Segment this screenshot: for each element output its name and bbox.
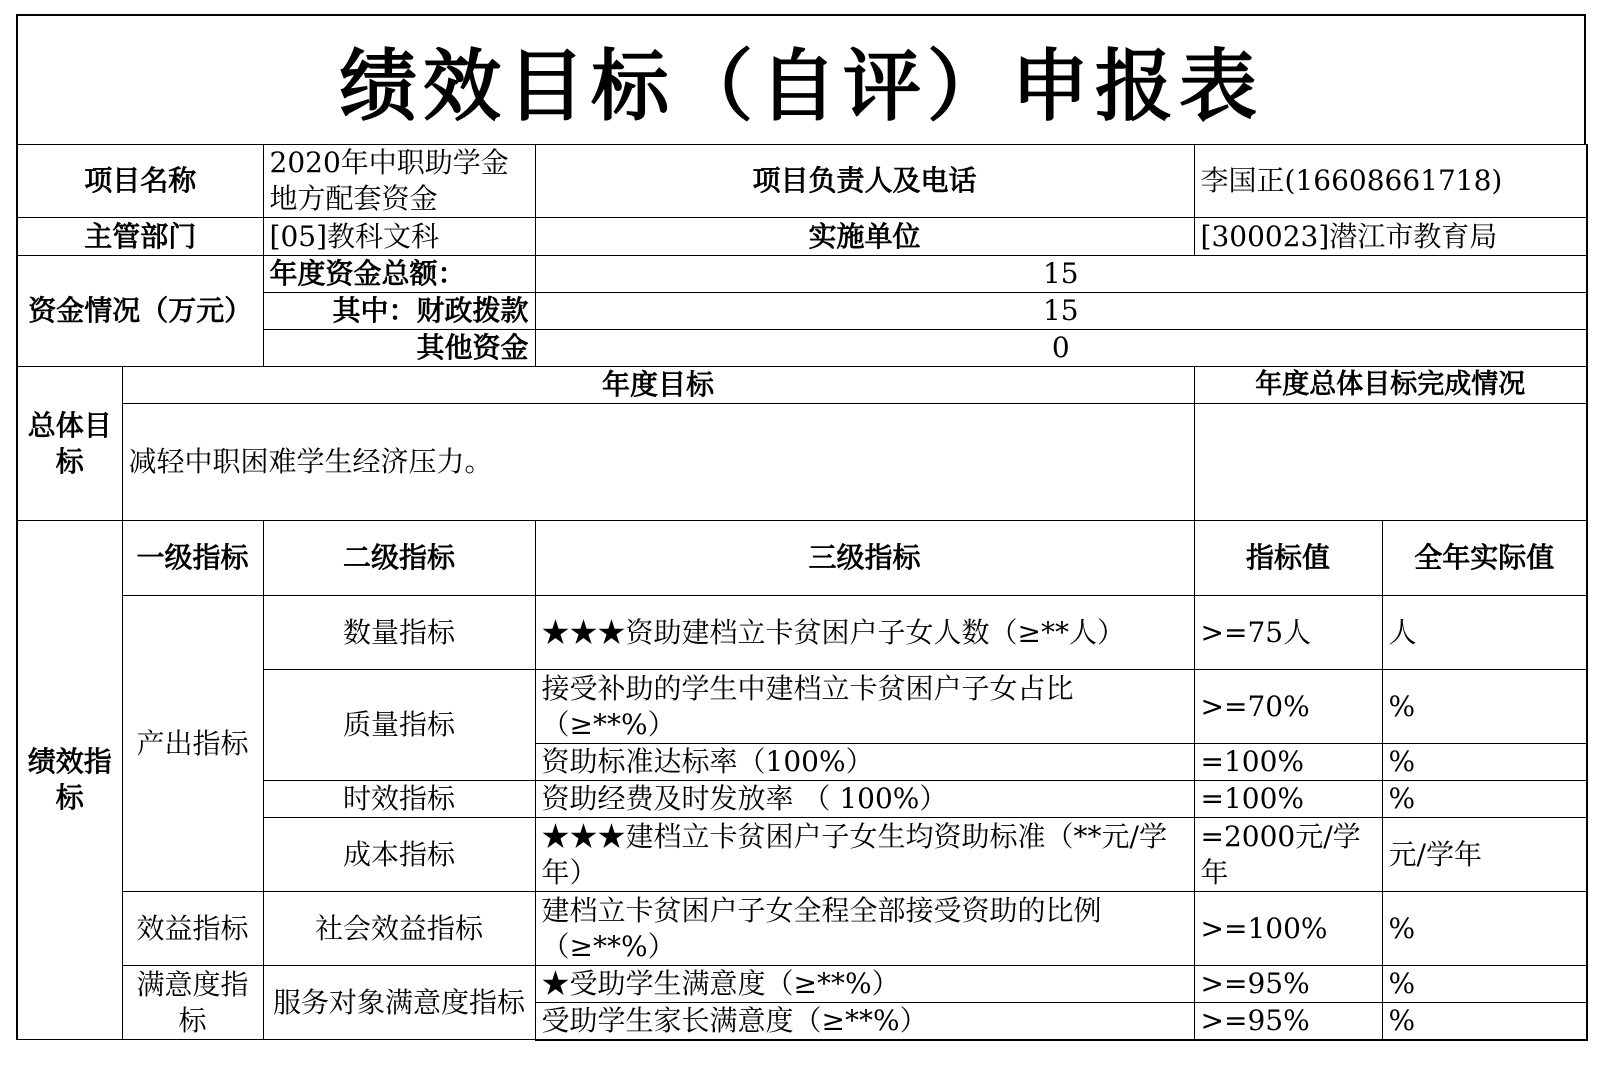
actual-cell: % xyxy=(1382,670,1587,744)
header-actual: 全年实际值 xyxy=(1382,521,1587,596)
row-project-name xyxy=(17,145,1587,218)
target-cell: >=70% xyxy=(1194,670,1382,744)
unit-value: [300023]潜江市教育局 xyxy=(1194,218,1587,256)
level3-cell: 资助经费及时发放率 （ 100%） xyxy=(535,781,1194,818)
form-title: 绩效目标（自评）申报表 xyxy=(16,14,1586,144)
actual-cell: % xyxy=(1382,892,1587,966)
level1-cell: 满意度指标 xyxy=(122,966,263,1040)
level1-cell: 产出指标 xyxy=(122,596,263,892)
row-overall-content xyxy=(17,404,1587,521)
target-cell: =2000元/学年 xyxy=(1194,818,1382,892)
row-indicators-header xyxy=(17,521,1587,596)
level3-cell: 接受补助的学生中建档立卡贫困户子女占比（≥**%） xyxy=(535,670,1194,744)
row-funds-total xyxy=(17,256,1587,293)
level3-cell: 建档立卡贫困户子女全程全部接受资助的比例（≥**%） xyxy=(535,892,1194,966)
level2-cell: 时效指标 xyxy=(263,781,535,818)
level2-cell: 数量指标 xyxy=(263,596,535,670)
project-leader-value: 李国正(16608661718) xyxy=(1194,145,1587,218)
annual-goal-header: 年度目标 xyxy=(122,367,1194,404)
level2-cell: 社会效益指标 xyxy=(263,892,535,966)
level3-cell: 受助学生家长满意度（≥**%） xyxy=(535,1003,1194,1040)
dept-label: 主管部门 xyxy=(17,218,263,256)
target-cell: >=95% xyxy=(1194,1003,1382,1040)
row-overall-header xyxy=(17,367,1587,404)
completion-header: 年度总体目标完成情况 xyxy=(1194,367,1587,404)
performance-form-sheet xyxy=(16,14,1586,1068)
level3-cell: ★★★资助建档立卡贫困户子女人数（≥**人） xyxy=(535,596,1194,670)
table-row xyxy=(17,966,1587,1003)
actual-cell: 人 xyxy=(1382,596,1587,670)
overall-goal-label: 总体目标 xyxy=(17,367,122,521)
actual-cell: 元/学年 xyxy=(1382,818,1587,892)
funds-total-value: 15 xyxy=(535,256,1587,293)
funds-fiscal-label: 其中：财政拨款 xyxy=(263,293,535,330)
target-cell: =100% xyxy=(1194,744,1382,781)
level1-cell: 效益指标 xyxy=(122,892,263,966)
level2-cell: 质量指标 xyxy=(263,670,535,781)
target-cell: =100% xyxy=(1194,781,1382,818)
funds-fiscal-value: 15 xyxy=(535,293,1587,330)
actual-cell: % xyxy=(1382,744,1587,781)
target-cell: >=100% xyxy=(1194,892,1382,966)
unit-label: 实施单位 xyxy=(535,218,1194,256)
level2-cell: 成本指标 xyxy=(263,818,535,892)
header-level3: 三级指标 xyxy=(535,521,1194,596)
performance-form-table xyxy=(16,144,1588,1041)
funds-total-label: 年度资金总额： xyxy=(263,256,535,293)
header-target: 指标值 xyxy=(1194,521,1382,596)
project-name-label: 项目名称 xyxy=(17,145,263,218)
funds-label: 资金情况（万元） xyxy=(17,256,263,367)
actual-cell: % xyxy=(1382,781,1587,818)
row-department xyxy=(17,218,1587,256)
project-leader-label: 项目负责人及电话 xyxy=(535,145,1194,218)
funds-other-value: 0 xyxy=(535,330,1587,367)
completion-text xyxy=(1194,404,1587,521)
level3-cell: ★★★建档立卡贫困户子女生均资助标准（**元/学年） xyxy=(535,818,1194,892)
level2-cell: 服务对象满意度指标 xyxy=(263,966,535,1040)
target-cell: >=75人 xyxy=(1194,596,1382,670)
table-row xyxy=(17,596,1587,670)
table-row xyxy=(17,892,1587,966)
project-name-value: 2020年中职助学金地方配套资金 xyxy=(263,145,535,218)
dept-value: [05]教科文科 xyxy=(263,218,535,256)
level3-cell: 资助标准达标率（100%） xyxy=(535,744,1194,781)
target-cell: >=95% xyxy=(1194,966,1382,1003)
actual-cell: % xyxy=(1382,1003,1587,1040)
header-level2: 二级指标 xyxy=(263,521,535,596)
annual-goal-text: 减轻中职困难学生经济压力。 xyxy=(122,404,1194,521)
indicators-label: 绩效指标 xyxy=(17,521,122,1040)
header-level1: 一级指标 xyxy=(122,521,263,596)
level3-cell: ★受助学生满意度（≥**%） xyxy=(535,966,1194,1003)
funds-other-label: 其他资金 xyxy=(263,330,535,367)
actual-cell: % xyxy=(1382,966,1587,1003)
